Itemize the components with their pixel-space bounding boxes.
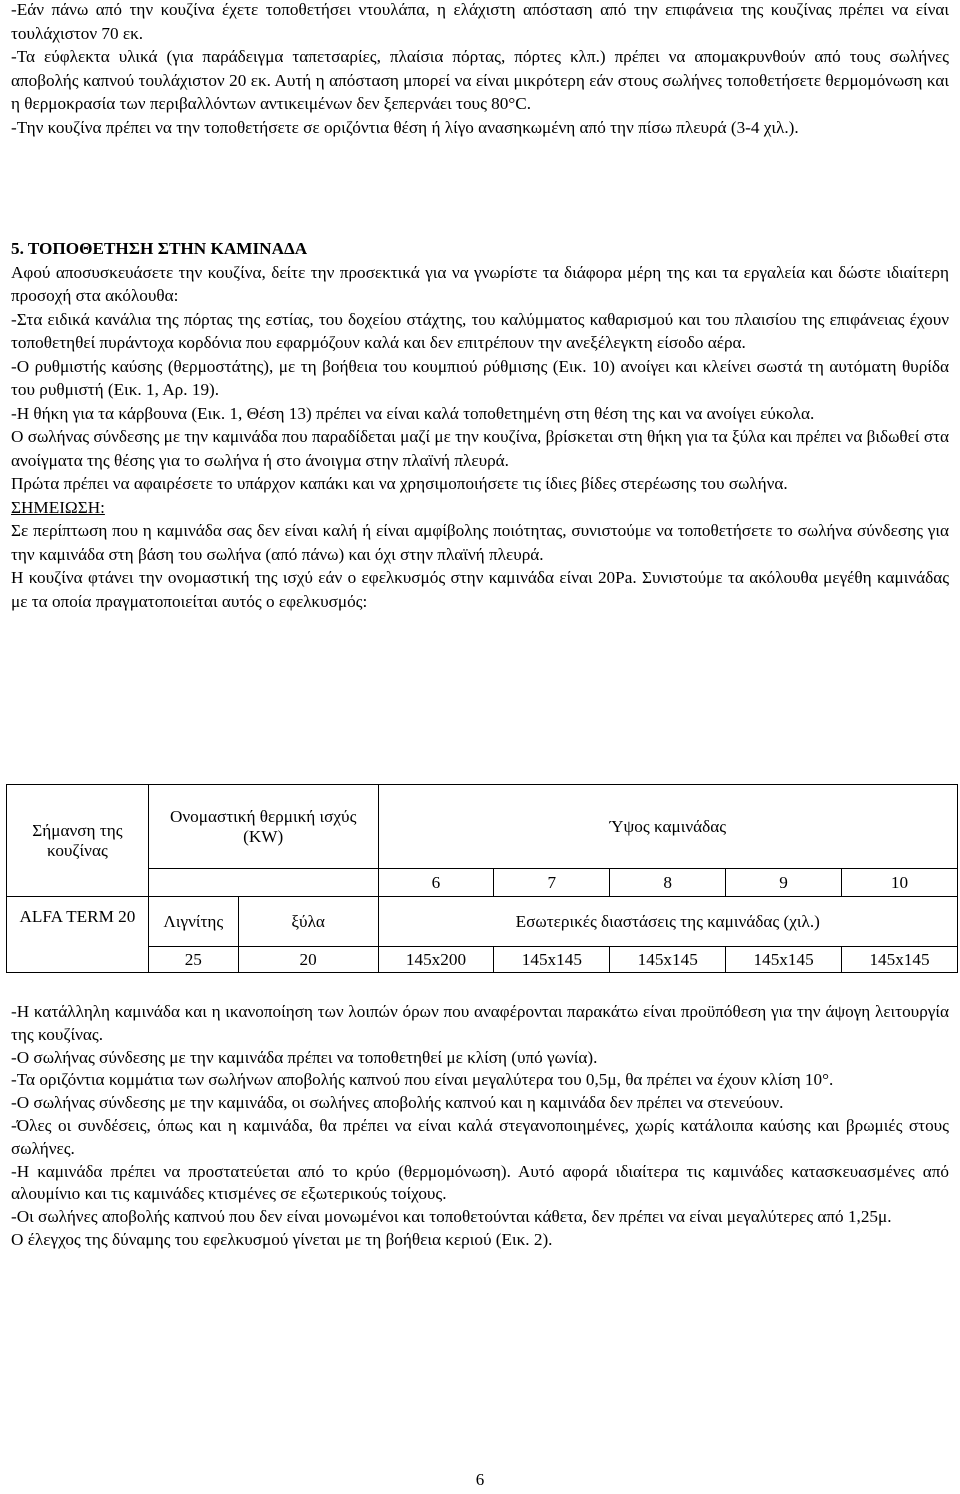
paragraph: -Ο σωλήνας σύνδεσης με την καμινάδα πρέπει να τοποθετηθεί με κλίση (υπό γωνία). xyxy=(11,1047,598,1067)
paragraph: -Τα εύφλεκτα υλικά (για παράδειγμα ταπετσαρίες, πλαίσια πόρτας, πόρτες κλπ.) πρέπει να απομακρυνθούν από τους σωλήνες αποβολής καπνού τουλάχιστον 20 εκ. Αυτή η απόσταση μπορεί να είναι μικρότερη εάν στους σωλήνες τοποθετήσετε θερμομόνωση και η θερμοκρασία των περιβαλλόντων αντικειμένων δεν ξεπερνάει τους 80°C. xyxy=(11,47,949,113)
section-text-block xyxy=(11,237,949,613)
inner-dimensions-header: Εσωτερικές διαστάσεις της καμινάδας (χιλ.) xyxy=(378,897,957,947)
value-cell: 145x145 xyxy=(842,947,958,973)
paragraph: -Στα ειδικά κανάλια της πόρτας της εστίας, του δοχείου στάχτης, του καλύμματος καθαρισμού και του πλαισίου της επιφάνειας έχουν τοποθετηθεί πυράντοχα κορδόνια που εφαρμόζουν καλά και δεν επιτρέπουν την ανεξέλεγκτη είσοδο αέρα. xyxy=(11,309,949,352)
paragraph: -Η θήκη για τα κάρβουνα (Εικ. 1, Θέση 13) πρέπει να είναι καλά τοποθετημένη στη θέση της και να ανοίγει εύκολα. xyxy=(11,403,815,423)
height-cell: 7 xyxy=(494,869,610,897)
paragraph: -Ο ρυθμιστής καύσης (θερμοστάτης), με τη βοήθεια του κουμπιού ρύθμισης (Εικ. 10) ανοίγει και κλείνει σωστά τη αυτόματη θυρίδα του ρυθμιστή (Εικ. 1, Αρ. 19). xyxy=(11,356,949,399)
paragraph: Πρώτα πρέπει να αφαιρέσετε το υπάρχον καπάκι και να χρησιμοποιήσετε τις ίδιες βίδες στερέωσης του σωλήνα. xyxy=(11,474,788,493)
height-cell: 6 xyxy=(378,869,494,897)
header-marking: Σήμανση της κουζίνας xyxy=(7,785,149,897)
paragraph: -Εάν πάνω από την κουζίνα έχετε τοποθετήσει ντουλάπα, η ελάχιστη απόσταση από την επιφάνεια της κουζίνας πρέπει να είναι τουλάχιστον 70 εκ. xyxy=(11,0,949,43)
value-cell: 145x145 xyxy=(610,947,726,973)
height-cell: 9 xyxy=(726,869,842,897)
value-cell: 145x145 xyxy=(494,947,610,973)
paragraph: -Τα οριζόντια κομμάτια των σωλήνων αποβολής καπνού που είναι μεγαλύτερα του 0,5μ, θα πρέπει να έχουν κλίση 10°. xyxy=(11,1070,834,1090)
chimney-spec-table xyxy=(6,784,958,973)
blank-cell xyxy=(148,869,378,897)
fuel-lignite-cell: Λιγνίτης xyxy=(148,897,238,947)
paragraph: -Η καμινάδα πρέπει να προστατεύεται από το κρύο (θερμομόνωση). Αυτό αφορά ιδιαίτερα τις καμινάδες κατασκευασμένες από αλουμίνιο και τις καμινάδες κτισμένες σε εξωτερικούς τοίχους. xyxy=(11,1161,949,1204)
page-number: 6 xyxy=(475,1470,485,1489)
paragraph: -Ο σωλήνας σύνδεσης με την καμινάδα, οι σωλήνες αποβολής καπνού και η καμινάδα δεν πρέπει να στενεύουν. xyxy=(11,1093,784,1113)
paragraph: Η κουζίνα φτάνει την ονομαστική της ισχύ εάν ο εφελκυσμός στην καμινάδα είναι 20Pa. Συνιστούμε τα ακόλουθα μεγέθη καμινάδας με τα οποία πραγματοποιείται αυτός ο εφελκυσμός: xyxy=(11,568,949,611)
paragraph: -Οι σωλήνες αποβολής καπνού που δεν είναι μονωμένοι και τοποθετούνται κάθετα, δεν πρέπει να είναι μεγαλύτερες από 1,25μ. xyxy=(11,1207,892,1227)
requirements-text-block xyxy=(11,1001,949,1252)
paragraph: -Η κατάλληλη καμινάδα και η ικανοποίηση των λοιπών όρων που αναφέρονται παρακάτω είναι προϋπόθεση για την άψογη λειτουργία της κουζίνας. xyxy=(11,1002,949,1044)
header-height: Ύψος καμινάδας xyxy=(378,785,957,869)
intro-text-block xyxy=(11,0,949,139)
fuel-wood-cell: ξύλα xyxy=(238,897,378,947)
paragraph: -Όλες οι συνδέσεις, όπως και η καμινάδα, θα πρέπει να είναι καλά στεγανοποιημένες, χωρίς κατάλοιπα καύσης και βρωμιές στους σωλήνες. xyxy=(11,1115,949,1158)
note-label: ΣΗΜΕΙΩΣΗ: xyxy=(11,497,105,517)
height-cell: 8 xyxy=(610,869,726,897)
model-cell: ALFA TERM 20 xyxy=(7,897,149,973)
value-cell: 145x145 xyxy=(726,947,842,973)
value-cell: 145x200 xyxy=(378,947,494,973)
paragraph: Ο έλεγχος της δύναμης του εφελκυσμού γίνεται με τη βοήθεια κεριού (Εικ. 2). xyxy=(11,1229,553,1249)
section-heading: 5. ΤΟΠΟΘΕΤΗΣΗ ΣΤΗΝ ΚΑΜΙΝΑΔΑ xyxy=(11,239,308,258)
paragraph: -Την κουζίνα πρέπει να την τοποθετήσετε σε οριζόντια θέση ή λίγο ανασηκωμένη από την πίσω πλευρά (3-4 χιλ.). xyxy=(11,117,799,137)
value-cell: 20 xyxy=(238,947,378,973)
paragraph: Σε περίπτωση που η καμινάδα σας δεν είναι καλή ή είναι αμφίβολης ποιότητας, συνιστούμε να τοποθετήσετε το σωλήνα σύνδεσης για την καμινάδα στη βάση του σωλήνα (από πάνω) και όχι στην πλαϊνή πλευρά. xyxy=(11,521,949,564)
header-power: Ονομαστική θερμική ισχύς (KW) xyxy=(148,785,378,869)
height-cell: 10 xyxy=(842,869,958,897)
paragraph: Ο σωλήνας σύνδεσης με την καμινάδα που παραδίδεται μαζί με την κουζίνα, βρίσκεται στη θήκη για τα ξύλα και πρέπει να βιδωθεί στα ανοίγματα της θέσης για το σωλήνα ή στο άνοιγμα στην πλαϊνή πλευρά. xyxy=(11,427,949,470)
paragraph: Αφού αποσυσκευάσετε την κουζίνα, δείτε την προσεκτικά για να γνωρίστε τα διάφορα μέρη της και τα εργαλεία και δώστε ιδιαίτερη προσοχή στα ακόλουθα: xyxy=(11,262,949,305)
value-cell: 25 xyxy=(148,947,238,973)
